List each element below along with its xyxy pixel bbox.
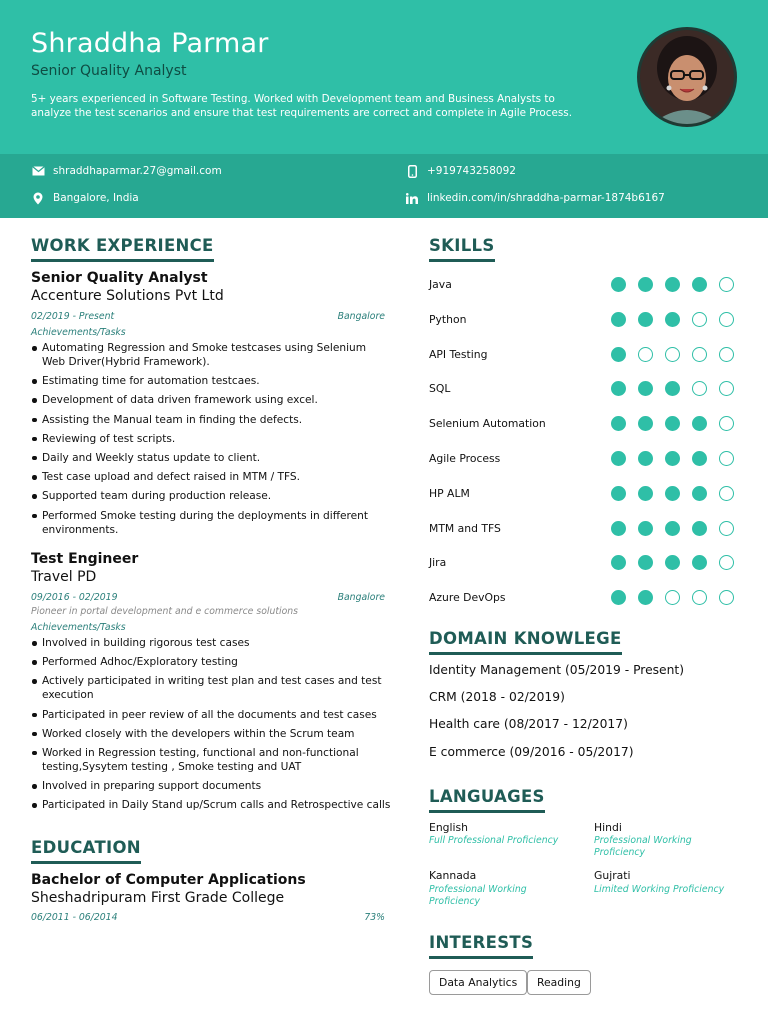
rating-dot-empty (719, 416, 734, 431)
location-pin-icon (31, 191, 45, 205)
rating-dot-filled (692, 416, 707, 431)
languages-heading: LANGUAGES (429, 787, 545, 813)
rating-dot-empty (692, 312, 707, 327)
rating-dot-empty (719, 590, 734, 605)
rating-dot-empty (719, 486, 734, 501)
skill-name: Azure DevOps (429, 591, 506, 604)
skill-row (429, 414, 739, 434)
job-location: Bangalore (337, 592, 385, 603)
rating-dot-empty (665, 347, 680, 362)
degree-title: Bachelor of Computer Applications (31, 872, 306, 888)
domain-item: CRM (2018 - 02/2019) (429, 690, 565, 704)
list-item: Worked in Regression testing, functional and non-functional testing,Sysytem testing , Smoke testing and UAT (31, 746, 391, 774)
job-tasks-list (31, 636, 391, 818)
contact-location (31, 191, 139, 205)
rating-dot-empty (719, 312, 734, 327)
skill-name: SQL (429, 382, 451, 395)
rating-dot-filled (692, 555, 707, 570)
job-meta (31, 311, 385, 322)
language-name: Hindi (594, 821, 622, 834)
skill-rating (611, 555, 746, 570)
contact-bar (0, 154, 768, 218)
rating-dot-filled (638, 486, 653, 501)
language-name: Gujrati (594, 869, 631, 882)
education-score: 73% (364, 912, 385, 923)
rating-dot-empty (719, 451, 734, 466)
rating-dot-filled (638, 590, 653, 605)
avatar (637, 27, 737, 127)
rating-dot-empty (719, 555, 734, 570)
language-level: Professional Working Proficiency (429, 884, 527, 907)
rating-dot-empty (665, 590, 680, 605)
linkedin-icon (405, 191, 419, 205)
domain-item: Health care (08/2017 - 12/2017) (429, 717, 628, 731)
list-item: Estimating time for automation testcaes. (31, 374, 391, 388)
rating-dot-filled (692, 521, 707, 536)
rating-dot-filled (665, 555, 680, 570)
skill-row (429, 379, 739, 399)
rating-dot-filled (692, 486, 707, 501)
rating-dot-filled (611, 277, 626, 292)
achievements-label: Achievements/Tasks (31, 622, 126, 633)
contact-email[interactable] (31, 164, 222, 178)
rating-dot-empty (719, 381, 734, 396)
language-level: Professional Working Proficiency (594, 835, 692, 858)
header (0, 0, 768, 154)
rating-dot-filled (638, 312, 653, 327)
skill-rating (611, 347, 746, 362)
rating-dot-filled (611, 521, 626, 536)
job-tasks-list (31, 341, 391, 542)
envelope-icon (31, 164, 45, 178)
domain-knowledge-heading: DOMAIN KNOWLEGE (429, 629, 622, 655)
rating-dot-filled (638, 381, 653, 396)
rating-dot-filled (665, 416, 680, 431)
language-level: Limited Working Proficiency (594, 884, 725, 895)
rating-dot-filled (611, 486, 626, 501)
list-item: Actively participated in writing test plan and test cases and test execution (31, 674, 391, 702)
skill-rating (611, 590, 746, 605)
domain-item: E commerce (09/2016 - 05/2017) (429, 745, 634, 759)
skill-rating (611, 416, 746, 431)
language-level: Full Professional Proficiency (429, 835, 559, 846)
education-dates: 06/2011 - 06/2014 (31, 912, 118, 923)
skill-name: Selenium Automation (429, 417, 546, 430)
list-item: Involved in preparing support documents (31, 779, 391, 793)
rating-dot-empty (692, 590, 707, 605)
skill-rating (611, 451, 746, 466)
skill-rating (611, 521, 746, 536)
rating-dot-empty (692, 347, 707, 362)
skill-rating (611, 312, 746, 327)
email-text: shraddhaparmar.27@gmail.com (53, 165, 222, 177)
school-name: Sheshadripuram First Grade College (31, 890, 285, 906)
skill-row (429, 345, 739, 365)
job-meta (31, 592, 385, 603)
rating-dot-filled (611, 312, 626, 327)
skill-name: Python (429, 313, 467, 326)
skill-row (429, 484, 739, 504)
list-item: Assisting the Manual team in finding the defects. (31, 413, 391, 427)
rating-dot-filled (665, 381, 680, 396)
language-name: English (429, 821, 468, 834)
rating-dot-filled (611, 416, 626, 431)
rating-dot-filled (611, 381, 626, 396)
location-text: Bangalore, India (53, 192, 139, 204)
profile-summary: 5+ years experienced in Software Testing. Worked with Development team and Business Analysts to analyze the test scenarios and ensure that test requirements are correct and complete in Agile Process. (31, 93, 573, 119)
skill-rating (611, 381, 746, 396)
list-item: Performed Smoke testing during the deployments in different environments. (31, 509, 391, 537)
skill-name: MTM and TFS (429, 522, 501, 535)
rating-dot-filled (692, 277, 707, 292)
skill-row (429, 588, 739, 608)
job-title: Senior Quality Analyst (31, 270, 208, 286)
list-item: Participated in Daily Stand up/Scrum calls and Retrospective calls (31, 798, 391, 812)
rating-dot-filled (638, 451, 653, 466)
list-item: Performed Adhoc/Exploratory testing (31, 655, 391, 669)
linkedin-text: linkedin.com/in/shraddha-parmar-1874b6167 (427, 192, 665, 204)
skill-name: Jira (429, 556, 447, 569)
skill-rating (611, 486, 746, 501)
rating-dot-empty (638, 347, 653, 362)
skill-row (429, 275, 739, 295)
achievements-label: Achievements/Tasks (31, 327, 126, 338)
list-item: Daily and Weekly status update to client. (31, 451, 391, 465)
education-heading: EDUCATION (31, 838, 141, 864)
language-name: Kannada (429, 869, 477, 882)
skill-name: HP ALM (429, 487, 470, 500)
rating-dot-filled (611, 555, 626, 570)
rating-dot-filled (665, 451, 680, 466)
rating-dot-filled (665, 277, 680, 292)
skill-name: Java (429, 278, 452, 291)
rating-dot-filled (638, 416, 653, 431)
contact-linkedin[interactable] (405, 191, 665, 205)
rating-dot-empty (692, 381, 707, 396)
profile-title: Senior Quality Analyst (31, 63, 187, 79)
rating-dot-empty (719, 521, 734, 536)
phone-icon (405, 164, 419, 178)
phone-text: +919743258092 (427, 165, 516, 177)
skill-row (429, 310, 739, 330)
list-item: Worked closely with the developers within the Scrum team (31, 727, 391, 741)
job-description: Pioneer in portal development and e commerce solutions (31, 606, 299, 617)
domain-item: Identity Management (05/2019 - Present) (429, 663, 685, 677)
job-dates: 02/2019 - Present (31, 311, 115, 322)
interests-heading: INTERESTS (429, 933, 533, 959)
rating-dot-filled (611, 590, 626, 605)
rating-dot-filled (611, 451, 626, 466)
contact-phone[interactable] (405, 164, 516, 178)
rating-dot-filled (665, 486, 680, 501)
rating-dot-empty (719, 347, 734, 362)
rating-dot-filled (665, 521, 680, 536)
skill-row (429, 519, 739, 539)
job-title: Test Engineer (31, 551, 139, 567)
list-item: Participated in peer review of all the documents and test cases (31, 708, 391, 722)
list-item: Involved in building rigorous test cases (31, 636, 391, 650)
job-company: Travel PD (31, 569, 97, 585)
profile-name: Shraddha Parmar (31, 28, 269, 59)
skills-heading: SKILLS (429, 236, 495, 262)
skill-rating (611, 277, 746, 292)
job-company: Accenture Solutions Pvt Ltd (31, 288, 224, 304)
skill-row (429, 449, 739, 469)
interest-tag: Reading (527, 970, 591, 995)
job-dates: 09/2016 - 02/2019 (31, 592, 118, 603)
rating-dot-filled (638, 277, 653, 292)
skill-row (429, 553, 739, 573)
work-experience-heading: WORK EXPERIENCE (31, 236, 214, 262)
rating-dot-filled (638, 555, 653, 570)
list-item: Reviewing of test scripts. (31, 432, 391, 446)
list-item: Development of data driven framework using excel. (31, 393, 391, 407)
list-item: Supported team during production release. (31, 489, 391, 503)
rating-dot-filled (638, 521, 653, 536)
skill-name: API Testing (429, 348, 488, 361)
list-item: Test case upload and defect raised in MTM / TFS. (31, 470, 391, 484)
education-meta (31, 912, 385, 923)
skill-name: Agile Process (429, 452, 501, 465)
job-location: Bangalore (337, 311, 385, 322)
avatar-photo (640, 30, 734, 124)
list-item: Automating Regression and Smoke testcases using Selenium Web Driver(Hybrid Framework). (31, 341, 391, 369)
rating-dot-filled (611, 347, 626, 362)
rating-dot-empty (719, 277, 734, 292)
rating-dot-filled (665, 312, 680, 327)
rating-dot-filled (692, 451, 707, 466)
interest-tag: Data Analytics (429, 970, 527, 995)
